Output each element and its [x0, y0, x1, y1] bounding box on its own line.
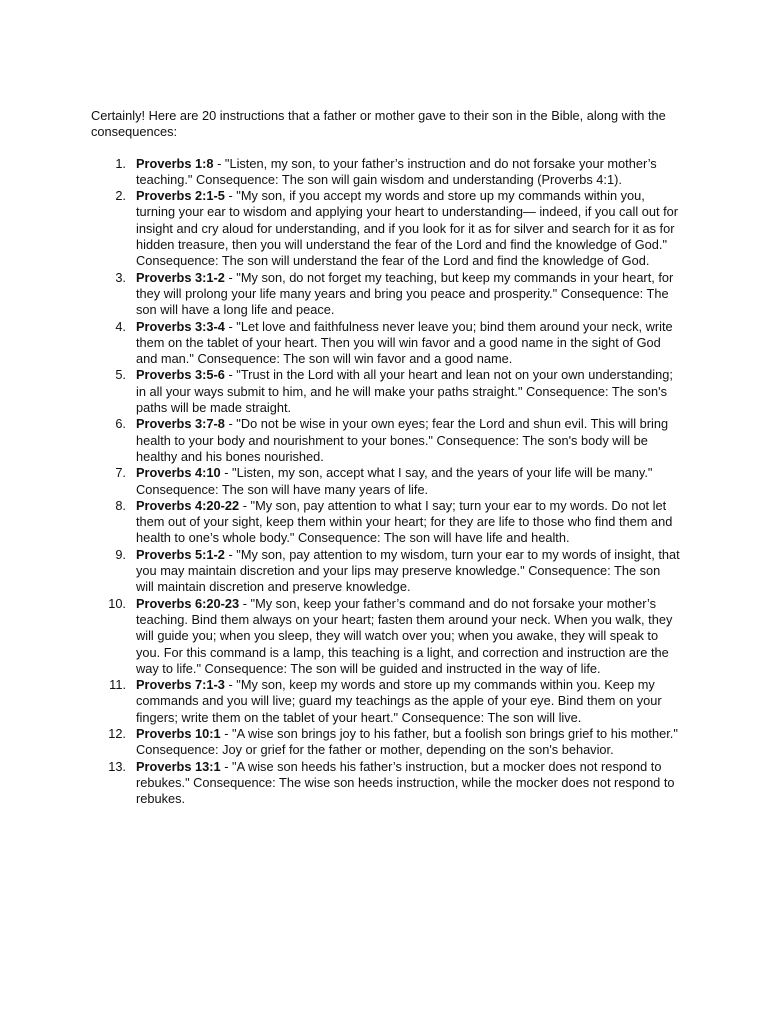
item-number: 9.: [115, 546, 126, 562]
item-text: - "My son, if you accept my words and store up my commands within you, turning your ear to wisdom and applying your heart to understanding— indeed, if you call out for insight and cry aloud for understanding, and if you look for it as for silver and search for it as for hidden treasure, then you will understand the fear of the Lord and find the knowledge of God." Consequence: The son will understand the fear of the Lord and find the knowledge of God.: [136, 188, 679, 269]
item-number: 1.: [115, 155, 126, 171]
list-item: [91, 677, 681, 726]
item-reference: Proverbs 13:1: [136, 758, 221, 774]
item-text: - "Let love and faithfulness never leave you; bind them around your neck, write them on the tablet of your heart. Then you will win favor and a good name in the sight of God and man." Consequence: The son will win favor and a good name.: [136, 318, 673, 367]
item-reference: Proverbs 5:1-2: [136, 546, 225, 562]
item-number: 10.: [108, 595, 126, 611]
item-text: - "My son, keep my words and store up my commands within you. Keep my commands and you will live; guard my teachings as the apple of your eye. Bind them on your fingers; write them on the tablet of your heart." Consequence: The son will live.: [136, 677, 662, 725]
item-reference: Proverbs 6:20-23: [136, 595, 240, 611]
list-item: [91, 759, 681, 808]
item-text: - "My son, keep your father’s command and do not forsake your mother’s teaching. Bind them always on your heart; fasten them around your neck. When you walk, they will guide you; when you sleep, they will watch over you; when you awake, they will speak to you. For this command is a lamp, this teaching is a light, and correction and instruction are the way to life." Consequence: The son will be guided and instructed in the way of life.: [136, 595, 673, 676]
item-number: 8.: [115, 497, 126, 513]
list-item: [91, 367, 681, 416]
list-item: [91, 270, 681, 319]
item-text: - "My son, pay attention to my wisdom, turn your ear to my words of insight, that you may maintain discretion and your lips may preserve knowledge." Consequence: The son will maintain discretion and preserve knowledge.: [136, 546, 680, 595]
item-reference: Proverbs 7:1-3: [136, 677, 225, 693]
item-reference: Proverbs 3:7-8: [136, 416, 225, 432]
item-reference: Proverbs 3:1-2: [136, 269, 225, 285]
item-reference: Proverbs 2:1-5: [136, 188, 225, 204]
list-item: [91, 416, 681, 465]
document-page: [91, 108, 681, 807]
intro-paragraph: Certainly! Here are 20 instructions that a father or mother gave to their son in the Bible, along with the consequences:: [91, 108, 666, 140]
item-number: 13.: [108, 758, 126, 774]
item-reference: Proverbs 4:10: [136, 465, 221, 481]
item-reference: Proverbs 3:5-6: [136, 367, 225, 383]
list-item: [91, 726, 681, 759]
item-text: - "A wise son brings joy to his father, but a foolish son brings grief to his mother." Consequence: Joy or grief for the father or mother, depending on the son's behavior.: [136, 725, 678, 758]
item-text: - "Trust in the Lord with all your heart and lean not on your own understanding; in all your ways submit to him, and he will make your paths straight." Consequence: The son's paths will be made straight.: [136, 367, 673, 416]
item-reference: Proverbs 1:8: [136, 155, 214, 171]
item-number: 7.: [115, 465, 126, 481]
instruction-list: [91, 156, 681, 808]
list-item: [91, 156, 681, 189]
list-item: [91, 188, 681, 269]
item-reference: Proverbs 3:3-4: [136, 318, 225, 334]
item-number: 3.: [115, 269, 126, 285]
item-reference: Proverbs 4:20-22: [136, 497, 240, 513]
item-number: 2.: [115, 188, 126, 204]
item-text: - "Listen, my son, to your father’s instruction and do not forsake your mother’s teaching." Consequence: The son will gain wisdom and understanding (Proverbs 4:1).: [136, 155, 657, 187]
list-item: [91, 547, 681, 596]
list-item: [91, 596, 681, 677]
list-item: [91, 319, 681, 368]
item-number: 5.: [115, 367, 126, 383]
item-number: 6.: [115, 416, 126, 432]
item-number: 11.: [109, 677, 126, 693]
item-reference: Proverbs 10:1: [136, 725, 221, 741]
list-item: [91, 498, 681, 547]
item-number: 4.: [115, 318, 126, 334]
item-text: - "My son, do not forget my teaching, but keep my commands in your heart, for they will prolong your life many years and bring you peace and prosperity." Consequence: The son will have a long life and peace.: [136, 269, 674, 318]
item-text: - "A wise son heeds his father’s instruction, but a mocker does not respond to rebukes." Consequence: The wise son heeds instruction, while the mocker does not respond to rebukes.: [136, 758, 675, 807]
item-text: - "Do not be wise in your own eyes; fear the Lord and shun evil. This will bring health to your body and nourishment to your bones." Consequence: The son's body will be healthy and his bones nourished.: [136, 416, 669, 464]
item-text: - "My son, pay attention to what I say; turn your ear to my words. Do not let them out of your sight, keep them within your heart; for they are life to those who find them and health to one’s whole body." Consequence: The son will have life and health.: [136, 497, 673, 546]
item-number: 12.: [108, 725, 126, 741]
list-item: [91, 465, 681, 498]
item-text: - "Listen, my son, accept what I say, and the years of your life will be many." Consequence: The son will have many years of life.: [136, 465, 653, 497]
